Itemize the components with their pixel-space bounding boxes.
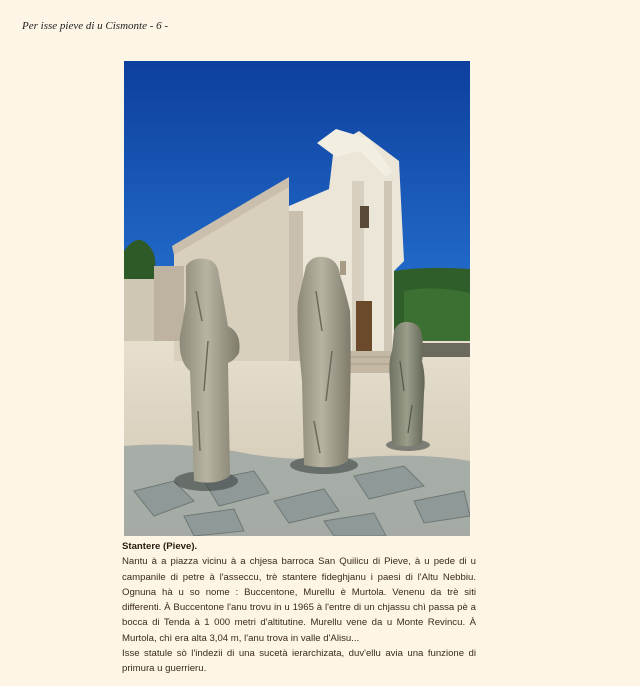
church-window xyxy=(360,206,369,228)
photo-caption xyxy=(122,539,476,677)
caption-paragraph-1: Nantu à a piazza vicinu à a chjesa barroca San Quilicu di Pieve, à u pede di u campanile di petre à l'asseccu, trè stantere fideghjanu i paesi di l'Altu Nebbiu. Ognuna hà u so nome : Buccentone, Murellu è Murtola. Venenu da trè siti differenti. À Buccentone l'anu trovu in u 1965 à l'entre di un chjassu chì passa pè a bocca di Tenda à 1 000 metri d'altitutine. Murellu vene da u Monte Revincu. À Murtola, chì era alta 3,04 m, l'anu trova in valle d'Alisu... xyxy=(122,556,476,644)
photo-illustration xyxy=(124,61,470,536)
photo-stantere-pieve xyxy=(124,61,470,536)
church-door xyxy=(356,301,372,351)
caption-paragraph-2: Isse statule sò l'indezii di una sucetà ierarchizata, duv'ellu avia una funzione di primura u guerrieru. xyxy=(122,648,476,675)
running-header: Per isse pieve di u Cismonte - 6 - xyxy=(22,20,169,32)
caption-title: Stantere (Pieve). xyxy=(122,541,198,552)
